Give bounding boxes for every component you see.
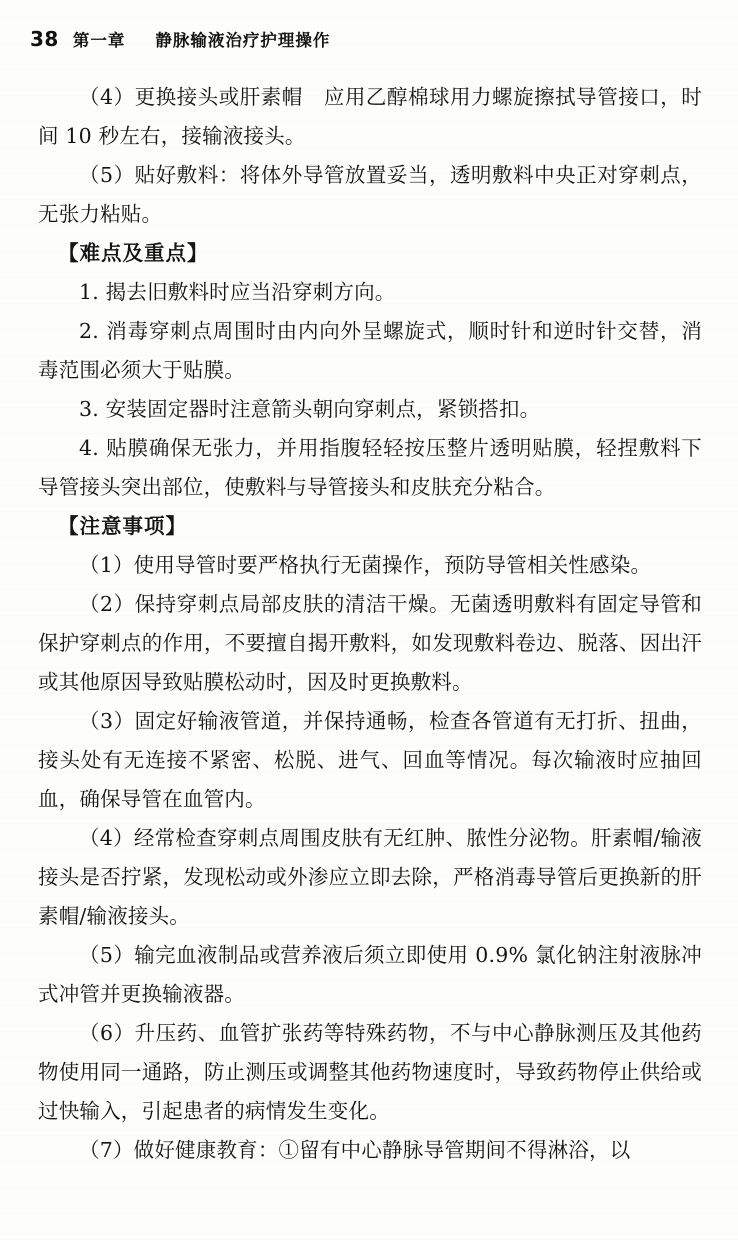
chapter-label: 第一章: [72, 31, 126, 50]
page-header: [30, 22, 708, 56]
heading-difficulties: 【难点及重点】: [58, 241, 209, 265]
paragraph-note-3: （3）固定好输液管道，并保持通畅，检查各管道有无打折、扭曲，接头处有无连接不紧密、松脱、进气、回血等情况。每次输液时应抽回血，确保导管在血管内。: [38, 709, 702, 811]
paragraph-note-2: （2）保持穿刺点局部皮肤的清洁干燥。无菌透明敷料有固定导管和保护穿刺点的作用，不要擅自揭开敷料，如发现敷料卷边、脱落、因出汗或其他原因导致贴膜松动时，因及时更换敷料。: [38, 592, 702, 694]
paragraph-difficulty-1: 1. 揭去旧敷料时应当沿穿刺方向。: [79, 280, 396, 304]
paragraph-difficulty-4: 4. 贴膜确保无张力，并用指腹轻轻按压整片透明贴膜，轻捏敷料下导管接头突出部位，使敷料与导管接头和皮肤充分粘合。: [38, 436, 702, 499]
paragraph-note-1: （1）使用导管时要严格执行无菌操作，预防导管相关性感染。: [79, 553, 652, 577]
paragraph-difficulty-3: 3. 安装固定器时注意箭头朝向穿刺点，紧锁搭扣。: [79, 397, 541, 421]
paragraph-dressing: （5）贴好敷料：将体外导管放置妥当，透明敷料中央正对穿刺点，无张力粘贴。: [38, 163, 702, 226]
paragraph-note-4: （4）经常检查穿刺点周围皮肤有无红肿、脓性分泌物。肝素帽/输液接头是否拧紧，发现松动或外渗应立即去除，严格消毒导管后更换新的肝素帽/输液接头。: [38, 826, 702, 928]
page-body: [38, 78, 702, 1170]
page-number: 38: [30, 27, 59, 51]
paragraph-note-5: （5）输完血液制品或营养液后须立即使用 0.9% 氯化钠注射液脉冲式冲管并更换输液器。: [38, 943, 702, 1006]
heading-notes: 【注意事项】: [58, 514, 187, 538]
running-head-title: 静脉输液治疗护理操作: [155, 31, 331, 50]
paragraph-note-7: （7）做好健康教育：①留有中心静脉导管期间不得淋浴，以: [79, 1138, 631, 1162]
paragraph-replace-connector: （4）更换接头或肝素帽 应用乙醇棉球用力螺旋擦拭导管接口，时间 10 秒左右，接输液接头。: [38, 85, 702, 148]
paragraph-note-6: （6）升压药、血管扩张药等特殊药物，不与中心静脉测压及其他药物使用同一通路，防止测压或调整其他药物速度时，导致药物停止供给或过快输入，引起患者的病情发生变化。: [38, 1021, 702, 1123]
paragraph-difficulty-2: 2. 消毒穿刺点周围时由内向外呈螺旋式，顺时针和逆时针交替，消毒范围必须大于贴膜。: [38, 319, 702, 382]
